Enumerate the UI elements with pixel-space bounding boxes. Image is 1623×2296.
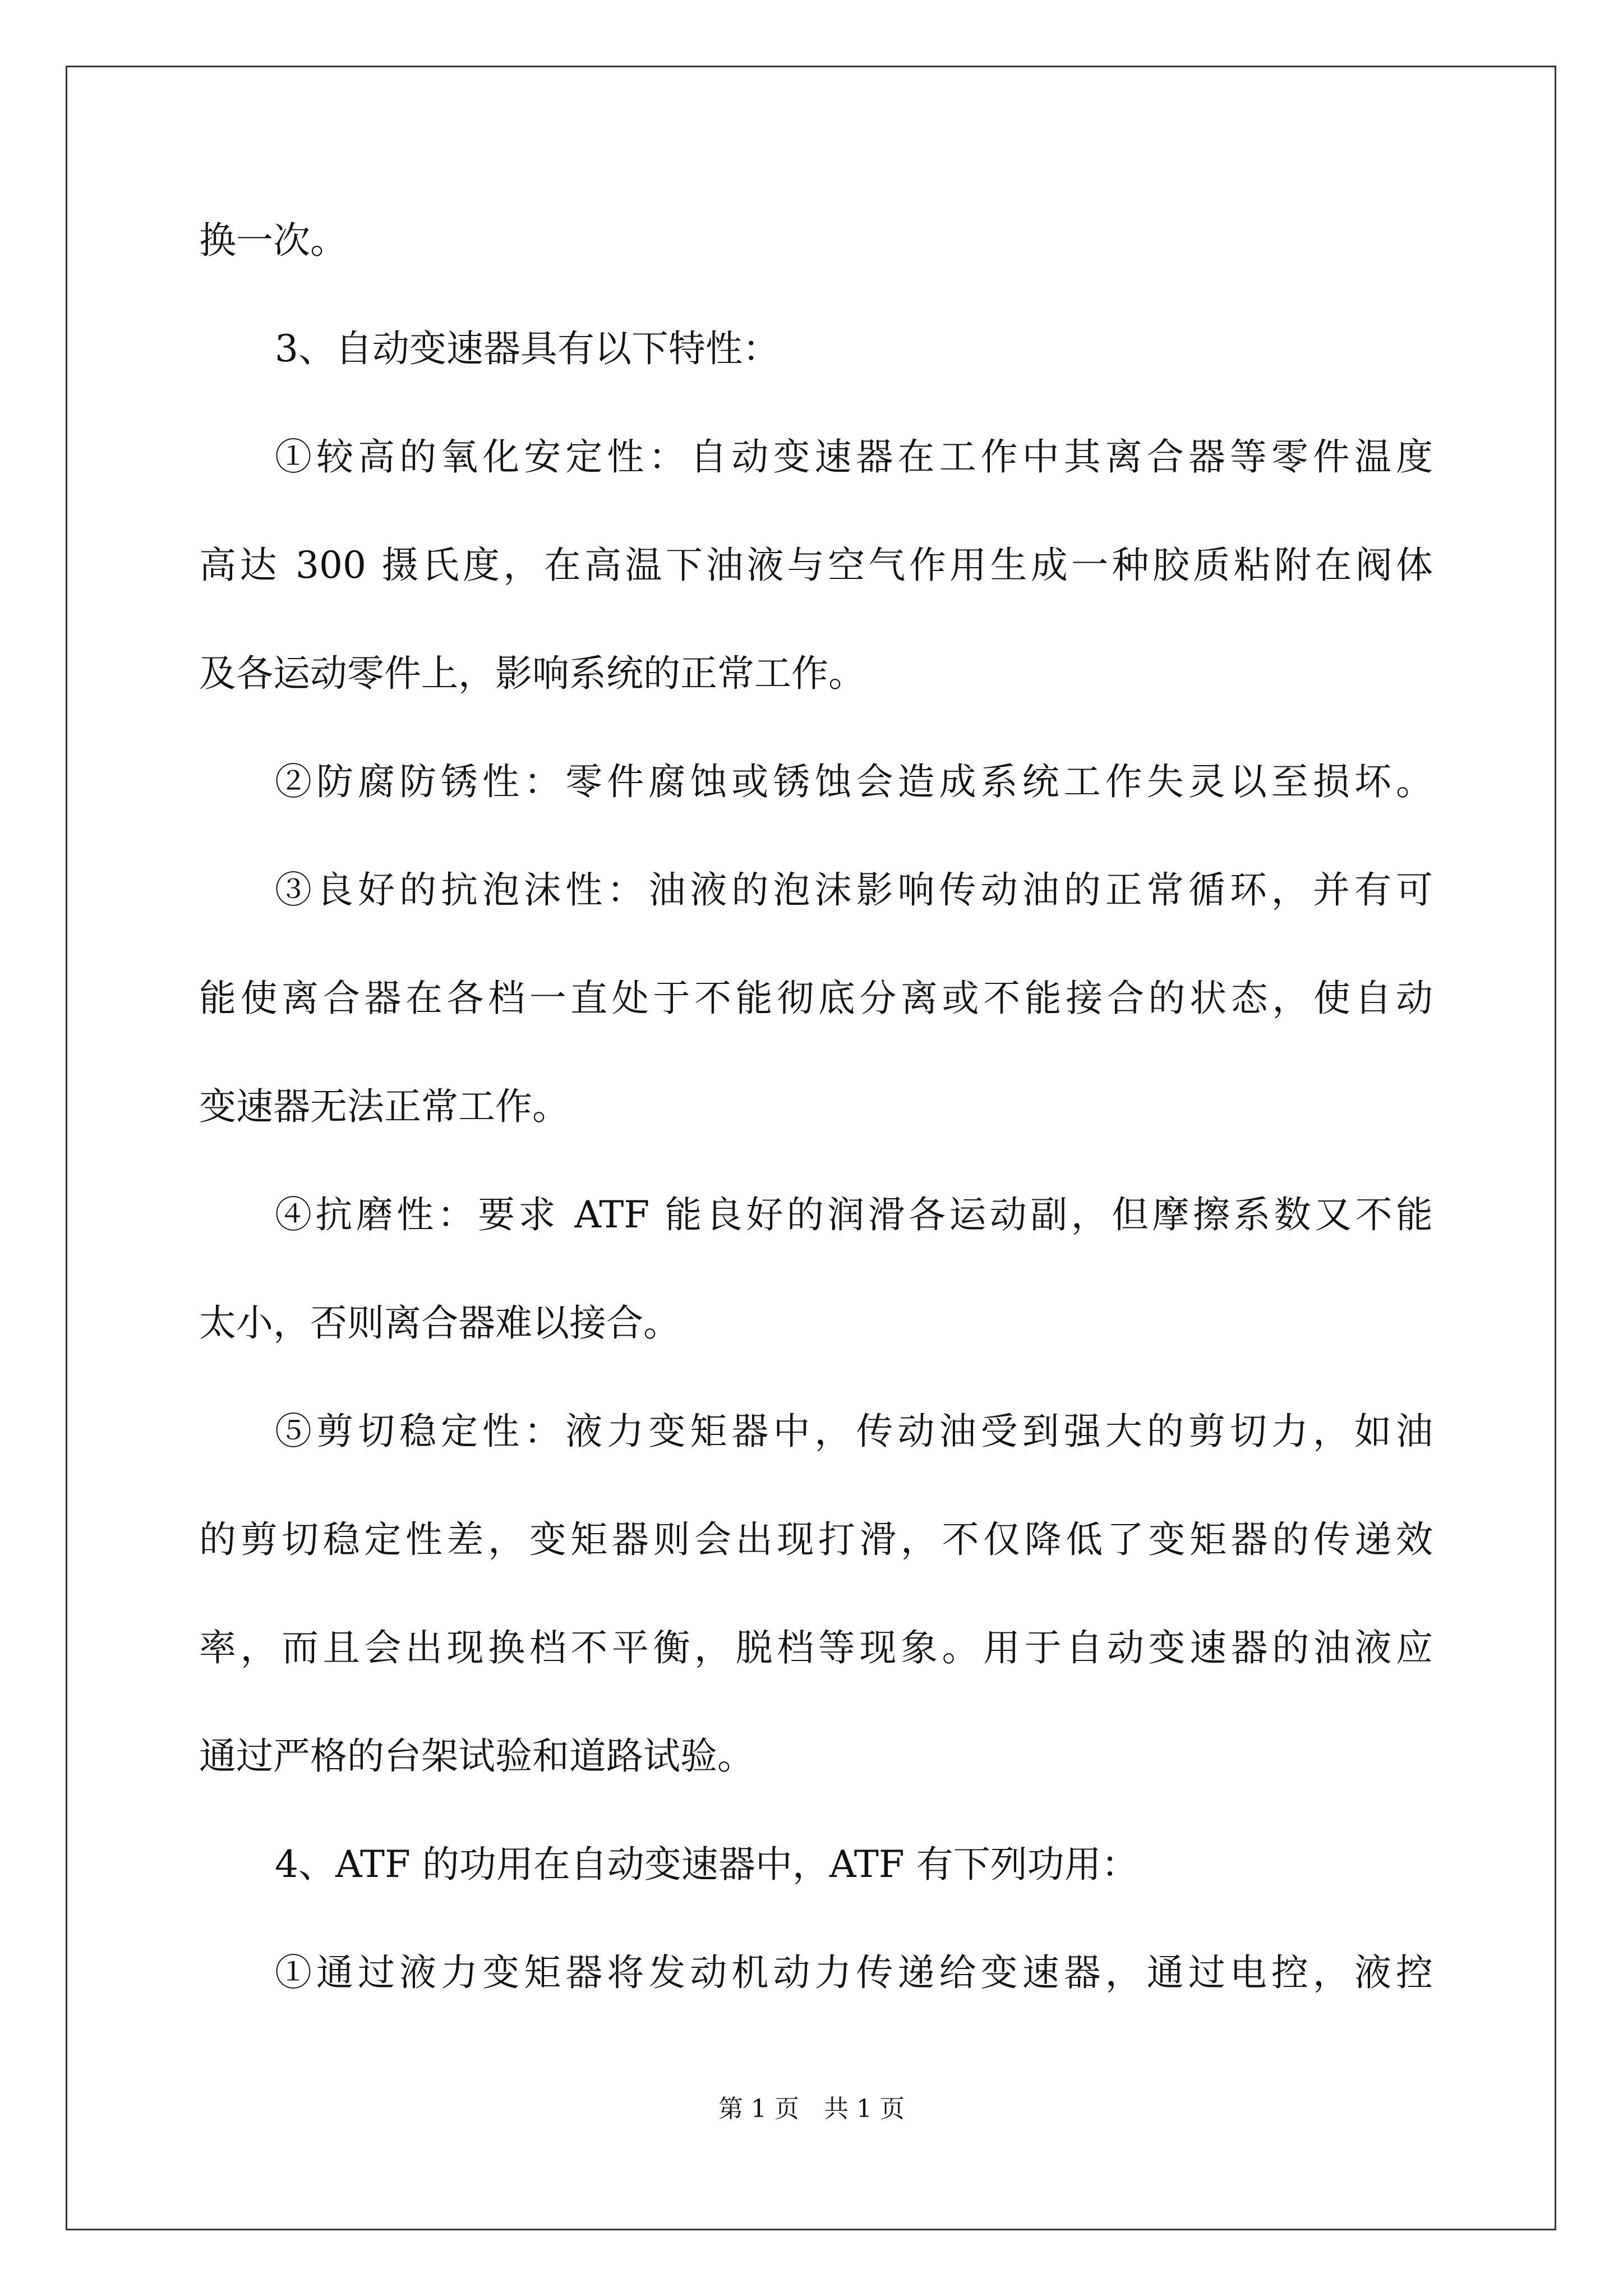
text-line: 及各运动零件上，影响系统的正常工作。	[199, 652, 865, 695]
text-line: ⑤剪切稳定性：液力变矩器中，传动油受到强大的剪切力，如油	[275, 1410, 1433, 1453]
text-line: ①通过液力变矩器将发动机动力传递给变速器，通过电控，液控	[275, 1951, 1433, 1994]
text-line: 3、自动变速器具有以下特性：	[275, 327, 780, 370]
text-line: ①较高的氧化安定性：自动变速器在工作中其离合器等零件温度	[275, 435, 1433, 478]
text-line: ③良好的抗泡沫性：油液的泡沫影响传动油的正常循环，并有可	[275, 868, 1433, 912]
page-border	[66, 66, 1556, 2230]
text-line: ④抗磨性：要求 ATF 能良好的润滑各运动副，但摩擦系数又不能	[275, 1193, 1433, 1236]
text-line: 的剪切稳定性差，变矩器则会出现打滑，不仅降低了变矩器的传递效	[199, 1518, 1433, 1561]
text-line: 率，而且会出现换档不平衡，脱档等现象。用于自动变速器的油液应	[199, 1626, 1433, 1669]
page-footer: 第 1 页 共 1 页	[718, 2095, 905, 2123]
text-line: 换一次。	[199, 219, 347, 262]
text-line: 通过严格的台架试验和道路试验。	[199, 1734, 754, 1778]
text-line: 能使离合器在各档一直处于不能彻底分离或不能接合的状态，使自动	[199, 977, 1433, 1020]
text-line: 变速器无法正常工作。	[199, 1085, 569, 1128]
text-line: 高达 300 摄氏度，在高温下油液与空气作用生成一种胶质粘附在阀体	[199, 544, 1433, 587]
text-line: ②防腐防锈性：零件腐蚀或锈蚀会造成系统工作失灵以至损坏。	[275, 760, 1433, 803]
text-line: 太小，否则离合器难以接合。	[199, 1301, 680, 1345]
text-line: 4、ATF 的功用在自动变速器中，ATF 有下列功用：	[275, 1843, 1138, 1886]
